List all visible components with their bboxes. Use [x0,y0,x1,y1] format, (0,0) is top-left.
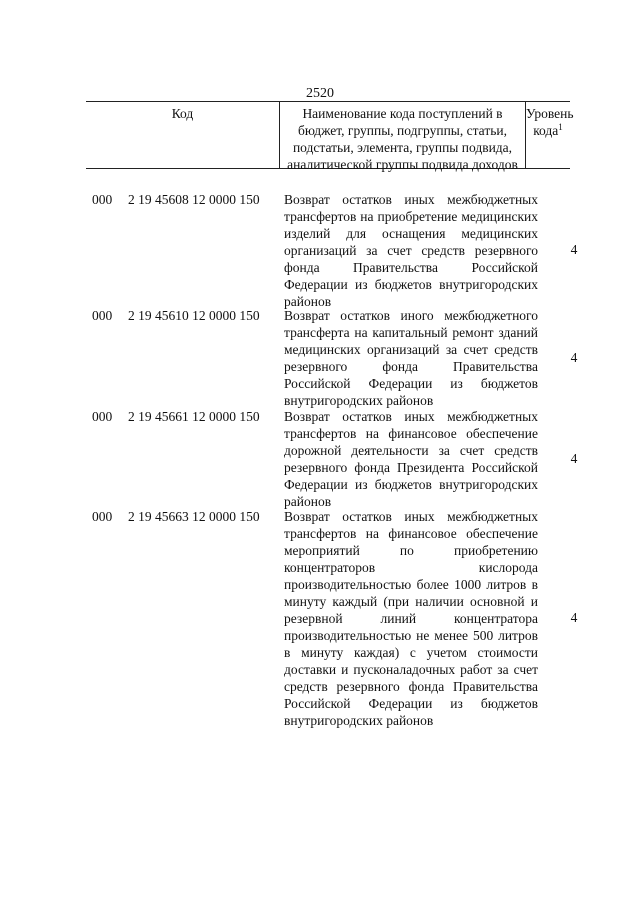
row-description: Возврат остатков иного межбюджетного трансферта на капитальный ремонт зданий медицинских организаций за счет средств резервного фонда Правительства Российской Федерации из бюджетов внутригородских районов [284,308,538,408]
table-row [86,191,578,310]
header-name: Наименование кода поступлений в бюджет, группы, подгруппы, статьи, подстатьи, элемента, группы подвида, аналитической группы подвида доходов [280,102,526,169]
row-budget-code: 2 19 45610 12 0000 150 [128,308,260,323]
row-level: 4 [570,350,578,365]
table-row [86,408,578,510]
row-admin-code: 000 [92,308,113,323]
row-admin-code: 000 [92,409,113,424]
row-budget-code: 2 19 45663 12 0000 150 [128,509,260,524]
row-description: Возврат остатков иных межбюджетных трансфертов на финансовое обеспечение дорожной деятельности за счет средств резервного фонда Президента Российской Федерации из бюджетов внутригородских районов [284,409,538,509]
page-number: 2520 [306,86,334,101]
header-level-label: Уровень кода [526,106,574,138]
row-level: 4 [570,610,578,625]
row-budget-code: 2 19 45661 12 0000 150 [128,409,260,424]
table-row [86,508,578,748]
row-level: 4 [570,242,578,257]
row-budget-code: 2 19 45608 12 0000 150 [128,192,260,207]
row-description: Возврат остатков иных межбюджетных трансфертов на финансовое обеспечение мероприятий по приобретению концентраторов кислорода производительностью более 1000 литров в минуту каждый (при наличии основной и резервной линий концентратора производительностью не менее 500 литров в минуту каждая) с учетом стоимости доставки и пусконаладочных работ за счет средств резервного фонда Правительства Российской Федерации из бюджетов внутригородских районов [284,509,538,728]
table-row [86,307,578,409]
table-header [86,101,574,172]
row-admin-code: 000 [92,509,113,524]
row-level: 4 [570,451,578,466]
header-level [526,102,574,169]
header-level-footnote: 1 [558,122,563,132]
header-code: Код [86,102,280,169]
row-description: Возврат остатков иных межбюджетных трансфертов на приобретение медицинских изделий для оснащения медицинских организаций за счет средств резервного фонда Правительства Российской Федерации из бюджетов внутригородских районов [284,192,538,309]
row-admin-code: 000 [92,192,113,207]
